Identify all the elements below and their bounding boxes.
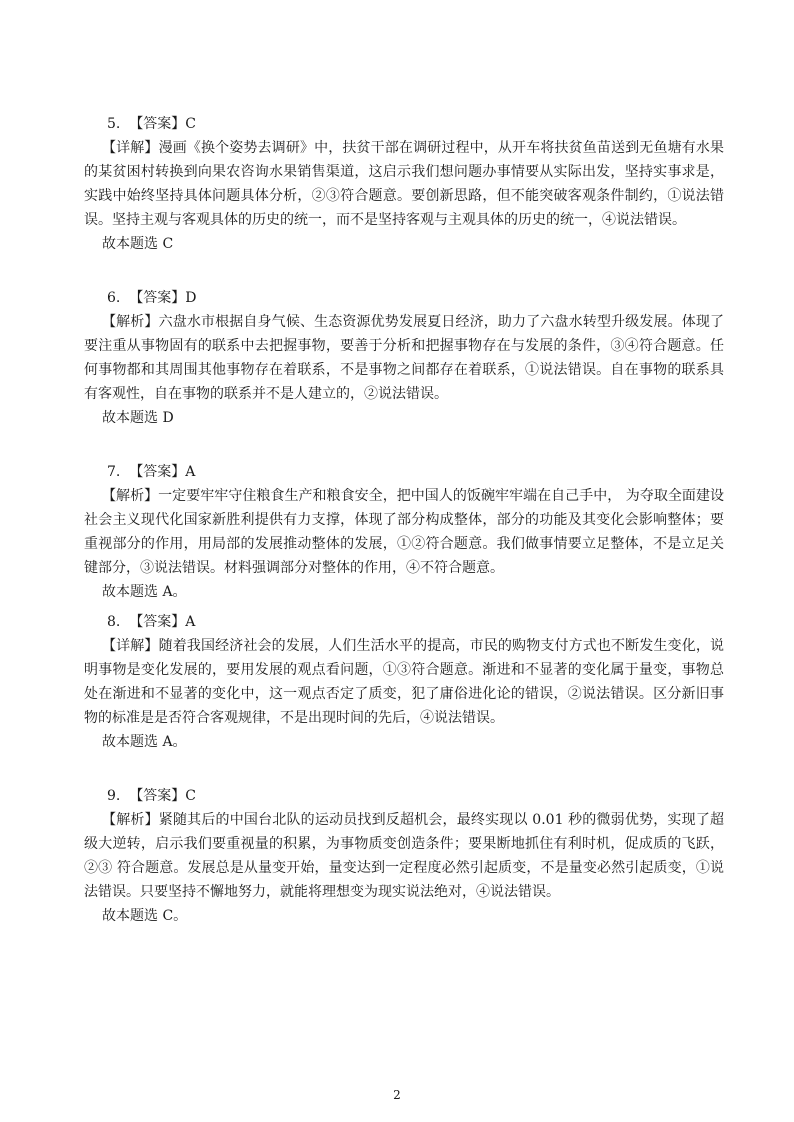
analysis-label: 【解析】 bbox=[102, 488, 159, 504]
answer-value: D bbox=[185, 290, 197, 306]
analysis-label: 【详解】 bbox=[102, 638, 159, 654]
analysis-text: 漫画《换个姿势去调研》中，扶贫干部在调研过程中，从开车将扶贫鱼苗送到无鱼塘有水果的某贫困村转换到向果农咨询水果销售渠道，这启示我们想问题办事情要从实际出发，坚持实事求是，实践中始终坚持具体问题具体分析，②③符合题意。要创新思路，但不能突破客观条件制约，①说法错误。坚持主观与客观具体的历史的统一，而不是坚持客观与主观具体的历史的统一，④说法错误。 bbox=[84, 140, 725, 228]
answer-label: 【答案】 bbox=[129, 464, 186, 480]
question-number: 9. bbox=[107, 788, 121, 804]
answer-label: 【答案】 bbox=[129, 614, 186, 630]
analysis-text: 紧随其后的中国台北队的运动员找到反超机会，最终实现以 0.01 秒的微弱优势，实现了超级大逆转，启示我们要重视量的积累，为事物质变创造条件；要果断地抓住有利时机，促成质的飞跃，②③ 符合题意。发展总是从量变开始，量变达到一定程度必然引起质变，不是量变必然引起质变，①说法错误。只要坚持不懈地努力，就能将理想变为现实说法绝对，④说法错误。 bbox=[84, 812, 725, 900]
answer-value: C bbox=[185, 788, 196, 804]
answer-section bbox=[84, 112, 724, 928]
question-9-conclusion: 故本题选 C。 bbox=[102, 908, 188, 924]
question-6-conclusion: 故本题选 D bbox=[102, 410, 174, 426]
analysis-label: 【解析】 bbox=[102, 314, 159, 330]
question-7-header bbox=[84, 460, 724, 484]
analysis-text: 六盘水市根据自身气候、生态资源优势发展夏日经济，助力了六盘水转型升级发展。体现了要注重从事物固有的联系中去把握事物，要善于分析和把握事物存在与发展的条件，③④符合题意。任何事物都和其周围其他事物存在着联系，不是事物之间都存在着联系，①说法错误。自在事物的联系具有客观性，自在事物的联系并不是人建立的，②说法错误。 bbox=[84, 314, 725, 402]
question-5-header bbox=[84, 112, 724, 136]
answer-value: A bbox=[185, 464, 196, 480]
answer-label: 【答案】 bbox=[129, 290, 186, 306]
question-number: 6. bbox=[107, 290, 121, 306]
question-5 bbox=[84, 112, 724, 256]
page-number: 2 bbox=[393, 1088, 401, 1102]
analysis-text: 一定要牢牢守住粮食生产和粮食安全，把中国人的饭碗牢牢端在自己手中， 为夺取全面建设社会主义现代化国家新胜利提供有力支撑，体现了部分构成整体，部分的功能及其变化会影响整体；要重视部分的作用，用局部的发展推动整体的发展，①②符合题意。我们做事情要立足整体，不是立足关键部分，③说法错误。材料强调部分对整体的作用，④不符合题意。 bbox=[84, 488, 724, 576]
question-7 bbox=[84, 460, 724, 604]
question-7-analysis bbox=[84, 484, 724, 580]
question-6-analysis bbox=[84, 310, 724, 406]
question-9-header bbox=[84, 784, 724, 808]
analysis-text: 随着我国经济社会的发展，人们生活水平的提高，市民的购物支付方式也不断发生变化，说明事物是变化发展的，要用发展的观点看问题，①③符合题意。渐进和不显著的变化属于量变，事物总处在渐进和不显著的变化中，这一观点否定了质变，犯了庸俗进化论的错误，②说法错误。区分新旧事物的标准是是否符合客观规律，不是出现时间的先后，④说法错误。 bbox=[84, 638, 725, 726]
question-number: 7. bbox=[107, 464, 121, 480]
answer-value: A bbox=[185, 614, 196, 630]
question-6-header bbox=[84, 286, 724, 310]
question-9 bbox=[84, 784, 724, 928]
answer-label: 【答案】 bbox=[129, 116, 186, 132]
question-7-conclusion: 故本题选 A。 bbox=[102, 584, 187, 600]
question-8 bbox=[84, 610, 724, 754]
analysis-label: 【解析】 bbox=[102, 812, 159, 828]
question-8-analysis bbox=[84, 634, 724, 730]
answer-value: C bbox=[185, 116, 196, 132]
question-6 bbox=[84, 286, 724, 430]
answer-label: 【答案】 bbox=[129, 788, 186, 804]
question-number: 5. bbox=[107, 116, 121, 132]
question-5-analysis bbox=[84, 136, 724, 232]
question-9-analysis bbox=[84, 808, 724, 904]
question-8-conclusion: 故本题选 A。 bbox=[102, 734, 187, 750]
question-number: 8. bbox=[107, 614, 121, 630]
question-8-header bbox=[84, 610, 724, 634]
analysis-label: 【详解】 bbox=[102, 140, 159, 156]
question-5-conclusion: 故本题选 C bbox=[102, 236, 174, 252]
